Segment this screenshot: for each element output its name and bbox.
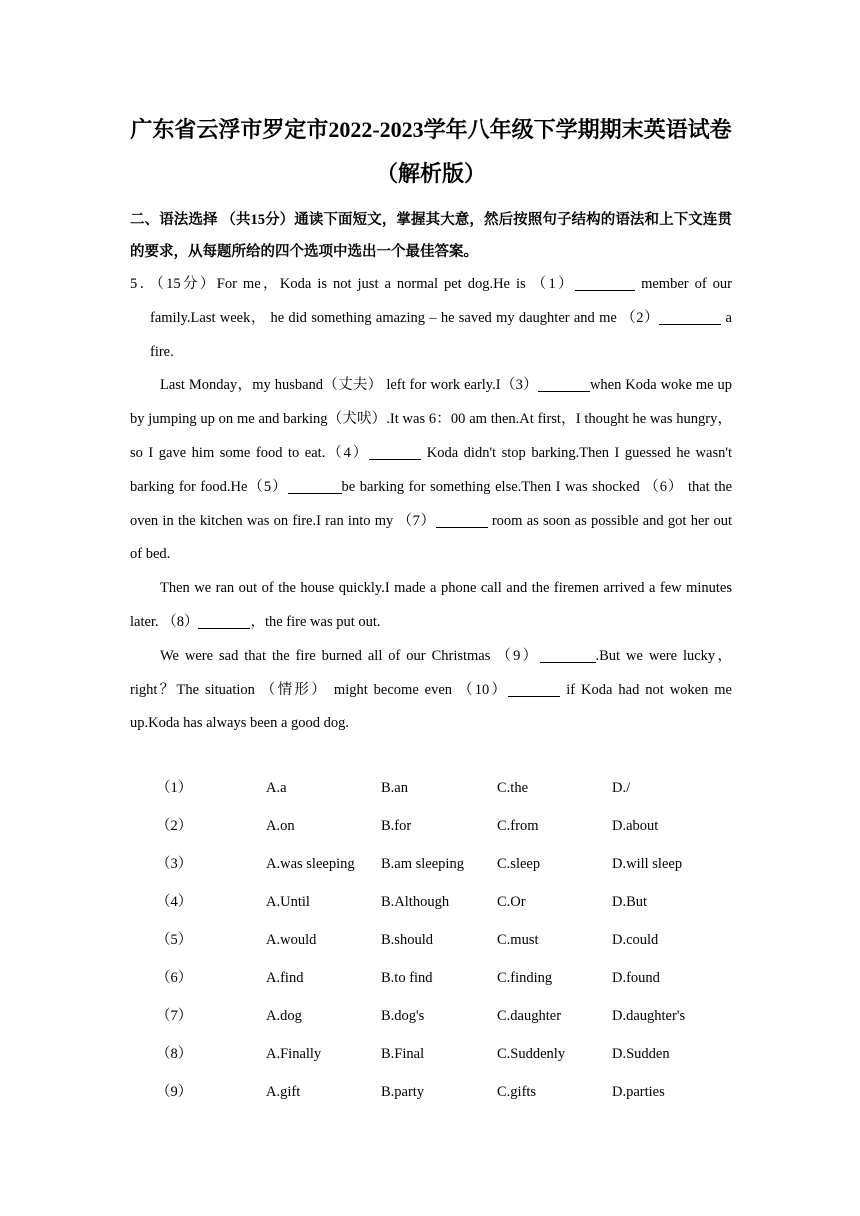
question-paragraph-1: 5．（15分）For me，Koda is not just a normal pet dog.He is （1） member of our family.Last week， he did something amazing – he saved my daughter and me （2） a fire. [130, 276, 733, 360]
option-row: （8） A.Finally B.Final C.Suddenly D.Sudden [156, 1046, 670, 1062]
options-table [130, 769, 732, 1111]
title-line-2: （解析版） [375, 161, 486, 186]
option-row: （1） A.a B.an C.the D./ [156, 780, 631, 796]
document-page [130, 108, 732, 741]
section-heading: 二、语法选择 （共15分）通读下面短文，掌握其大意，然后按照句子结构的语法和上下文连贯的要求，从每题所给的四个选项中选出一个最佳答案。 [130, 212, 732, 260]
blank-8 [198, 613, 250, 629]
story-paragraph-3: Then we ran out of the house quickly.I made a phone call and the firemen arrived a few minutes later. （8） ，the fire was put out. [130, 580, 732, 630]
option-row: （2） A.on B.for C.from D.about [156, 818, 659, 834]
option-row: （7） A.dog B.dog's C.daughter D.daughter's [156, 1008, 686, 1024]
document-title [130, 108, 732, 196]
story-paragraph-2: Last Monday，my husband（丈夫） left for work early.I（3） when Koda woke me up by jumping up on me and barking（犬吠）.It was 6：00 am then.At first，I thought he was hungry，so I gave him some food to eat.（4） Koda didn't stop barking.Then I guessed he wasn't barking for food.He（5） be barking for something else.Then I was shocked （6） that the oven in the kitchen was on fire.I ran into my （7） room as soon as possible and got her out of bed. [130, 377, 733, 563]
story-paragraph-4: We were sad that the fire burned all of our Christmas （9） .But we were lucky，right？The situation （情形） might become even （10） if Koda had not woken me up.Koda has always been a good dog. [130, 647, 732, 732]
option-row: （9） A.gift B.party C.gifts D.parties [156, 1084, 665, 1100]
option-row: （6） A.find B.to find C.finding D.found [156, 970, 660, 986]
blank-2 [659, 309, 721, 325]
option-row: （3） A.was sleeping B.am sleeping C.sleep D.will sleep [156, 856, 683, 872]
blank-4 [369, 444, 421, 460]
option-row: （4） A.Until B.Although C.Or D.But [156, 894, 648, 910]
blank-1 [575, 276, 635, 292]
blank-9 [540, 647, 596, 663]
title-line-1: 广东省云浮市罗定市2022-2023学年八年级下学期期末英语试卷 [130, 117, 732, 142]
blank-5 [288, 478, 342, 494]
blank-10 [508, 681, 560, 697]
blank-3 [538, 377, 590, 393]
blank-7 [436, 512, 488, 528]
option-row: （5） A.would B.should C.must D.could [156, 932, 659, 948]
